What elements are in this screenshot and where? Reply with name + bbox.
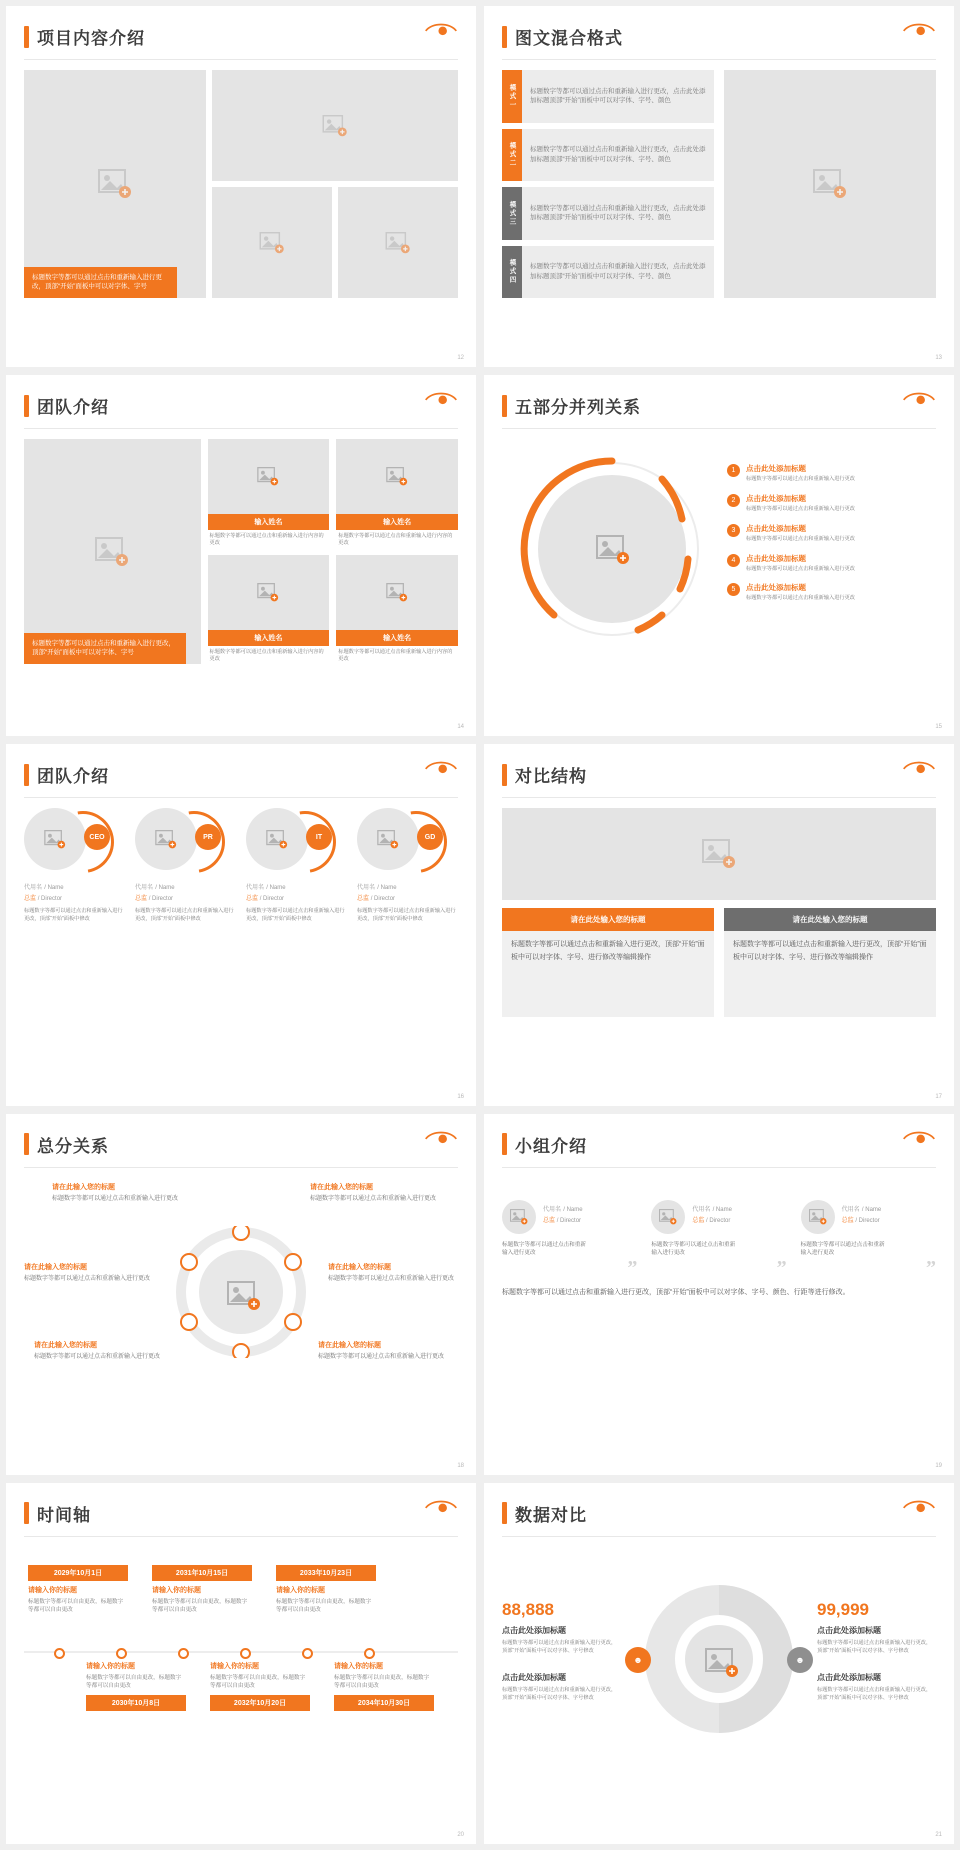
right-column	[817, 1600, 936, 1718]
column-header: 请在此处输入您的标题	[724, 908, 936, 931]
spoke-title: 请在此输入您的标题	[328, 1263, 391, 1271]
row-text-cell	[522, 187, 714, 240]
table-row[interactable]	[502, 246, 714, 299]
member-desc: 标题数字等都可以通过点击和重新输入进行内容的更改	[209, 648, 324, 663]
person-role	[135, 893, 236, 902]
person-role	[246, 893, 347, 902]
page-title	[502, 762, 936, 787]
spoke-desc: 标题数字等都可以通过点击和重新输入进行更改	[318, 1353, 445, 1360]
timeline-desc: 标题数字等都可以自由更改，标题数字等都可以自由更改	[86, 1674, 182, 1690]
left-column	[502, 1600, 621, 1718]
member-name: 输入姓名	[336, 630, 458, 646]
timeline-date: 2034年10月30日	[334, 1695, 434, 1711]
hub-spoke-diagram	[24, 1178, 458, 1406]
slide-17[interactable]	[484, 744, 954, 1105]
spoke-desc: 标题数字等都可以通过点击和重新输入进行更改	[52, 1195, 179, 1202]
member-name: 输入姓名	[336, 514, 458, 530]
avatar-placeholder[interactable]	[336, 555, 458, 629]
timeline-desc: 标题数字等都可以自由更改，标题数字等都可以自由更改	[28, 1598, 124, 1614]
title-text: 时间轴	[37, 1505, 91, 1525]
person-name-cn: 代用名	[357, 885, 376, 892]
person-name-cn: 代用名	[135, 885, 154, 892]
title-accent-bar	[24, 395, 29, 417]
team-card[interactable]	[208, 439, 330, 548]
row-text: 标题数字等都可以通过点击和重新输入进行更改，点击此处添加标题顶部“开始”面板中可以对字体、字号、颜色	[530, 146, 706, 163]
team-card[interactable]	[336, 555, 458, 664]
person-name-en: / Name	[155, 885, 175, 892]
person-card[interactable]	[357, 808, 458, 924]
person-avatar[interactable]	[135, 808, 221, 874]
person-desc: 标题数字等都可以通过点击和重新输入进行更改，顶部“开始”面板中修改	[24, 908, 123, 923]
title-text: 项目内容介绍	[37, 29, 145, 48]
timeline-title: 请输入你的标题	[86, 1662, 135, 1670]
item-title: 点击此处添加标题	[746, 583, 806, 593]
page-title	[24, 24, 458, 49]
legend-list	[727, 463, 942, 603]
list-item[interactable]	[727, 463, 942, 484]
person-role	[24, 893, 125, 902]
quote-mark-icon: ”	[776, 1256, 787, 1279]
title-divider	[24, 428, 458, 429]
timeline-title: 请输入你的标题	[28, 1586, 77, 1594]
member-head	[801, 1200, 936, 1234]
eye-logo-icon	[902, 758, 936, 778]
eye-logo-icon	[424, 20, 458, 40]
title-divider	[24, 797, 458, 798]
timeline-date: 2033年10月23日	[276, 1565, 376, 1581]
slide-18[interactable]	[6, 1114, 476, 1475]
item-desc: 标题数字等都可以通过点击和重新输入进行更改	[746, 565, 855, 572]
title-accent-bar	[24, 26, 29, 48]
title-text: 团队介绍	[37, 767, 109, 787]
member-name	[543, 1204, 583, 1213]
timeline-item-bottom[interactable]	[334, 1661, 434, 1711]
avatar-placeholder[interactable]	[208, 439, 330, 513]
member-name	[842, 1204, 882, 1213]
role-cn: 总监	[135, 896, 148, 903]
eye-logo-icon	[902, 1497, 936, 1517]
image-collage	[24, 70, 458, 298]
title-accent-bar	[24, 1133, 29, 1155]
spoke-block[interactable]	[52, 1182, 182, 1205]
role-cn: 总监	[246, 896, 259, 903]
page-number: 15	[935, 724, 942, 731]
donut-chart	[629, 1569, 809, 1749]
spoke-block[interactable]	[310, 1182, 440, 1205]
page-number: 16	[457, 1093, 464, 1100]
timeline-desc: 标题数字等都可以自由更改，标题数字等都可以自由更改	[210, 1674, 306, 1690]
page-number: 19	[935, 1462, 942, 1469]
people-grid	[24, 808, 458, 1023]
role-en: / Director	[706, 1217, 731, 1224]
title-accent-bar	[502, 1133, 507, 1155]
title-text: 五部分并列关系	[515, 398, 641, 418]
timeline-title: 请输入你的标题	[334, 1662, 383, 1670]
eye-logo-icon	[902, 1128, 936, 1148]
member-name-cn: 代用名	[692, 1206, 711, 1213]
role-badge: GD	[417, 824, 443, 850]
member-name-en: / Name	[563, 1206, 583, 1213]
member-role	[842, 1215, 882, 1224]
person-desc: 标题数字等都可以通过点击和重新输入进行更改，顶部“开始”面板中修改	[246, 908, 345, 923]
member-name: 输入姓名	[208, 514, 330, 530]
avatar-placeholder[interactable]	[336, 439, 458, 513]
title-divider	[502, 1536, 936, 1537]
title-divider	[502, 428, 936, 429]
role-badge: IT	[306, 824, 332, 850]
member-head	[651, 1200, 786, 1234]
spoke-title: 请在此输入您的标题	[34, 1341, 97, 1349]
page-title	[24, 762, 458, 787]
timeline-desc: 标题数字等都可以自由更改，标题数字等都可以自由更改	[276, 1598, 372, 1614]
list-item[interactable]	[727, 553, 942, 574]
compare-column-left[interactable]	[502, 908, 714, 1017]
item-title: 点击此处添加标题	[746, 464, 806, 474]
timeline-dot	[364, 1648, 375, 1659]
left-value: 88,888	[502, 1600, 554, 1620]
member-name-en: / Name	[712, 1206, 732, 1213]
timeline-item-top[interactable]	[276, 1565, 376, 1615]
spoke-block[interactable]	[318, 1340, 448, 1363]
title-text: 团队介绍	[37, 398, 109, 418]
right-section[interactable]	[817, 1625, 936, 1656]
title-accent-bar	[502, 395, 507, 417]
spoke-block[interactable]	[34, 1340, 164, 1363]
item-desc: 标题数字等都可以通过点击和重新输入进行更改	[746, 476, 855, 483]
left-section[interactable]	[502, 1625, 621, 1656]
item-title: 点击此处添加标题	[746, 553, 806, 563]
person-name-cn: 代用名	[246, 885, 265, 892]
row-text: 标题数字等都可以通过点击和重新输入进行更改，点击此处添加标题顶部“开始”面板中可以对字体、字号、颜色	[530, 263, 706, 280]
row-tag: 模式一	[502, 70, 522, 123]
table-row[interactable]	[502, 70, 714, 123]
section-desc: 标题数字等都可以通过点击和重新输入进行更改，顶部“开始”面板中可以对字体、字号修改	[817, 1686, 932, 1701]
title-divider	[24, 1536, 458, 1537]
spoke-title: 请在此输入您的标题	[24, 1263, 87, 1271]
timeline-desc: 标题数字等都可以自由更改，标题数字等都可以自由更改	[334, 1674, 430, 1690]
image-placeholder-wide[interactable]	[212, 70, 458, 181]
item-title: 点击此处添加标题	[746, 523, 806, 533]
section-title: 点击此处添加标题	[817, 1626, 881, 1636]
person-name	[24, 882, 125, 891]
page-title	[24, 1501, 458, 1526]
timeline-dot	[240, 1648, 251, 1659]
page-title	[502, 24, 936, 49]
role-cn: 总监	[841, 1217, 854, 1224]
title-text: 图文混合格式	[515, 29, 623, 48]
person-name-en: / Name	[44, 885, 64, 892]
row-text: 标题数字等都可以通过点击和重新输入进行更改，点击此处添加标题顶部“开始”面板中可以对字体、字号、颜色	[530, 87, 706, 105]
timeline-title: 请输入你的标题	[152, 1586, 201, 1594]
person-avatar[interactable]	[357, 808, 443, 874]
avatar-placeholder[interactable]	[651, 1200, 685, 1234]
item-desc: 标题数字等都可以通过点击和重新输入进行更改	[746, 535, 855, 542]
role-en: / Director	[370, 896, 396, 903]
slide-13[interactable]	[484, 6, 954, 367]
mixed-layout	[502, 70, 936, 298]
person-card[interactable]	[24, 808, 125, 924]
slide-12[interactable]	[6, 6, 476, 367]
role-cn: 总监	[692, 1217, 705, 1224]
member-role	[692, 1215, 732, 1224]
eye-logo-icon	[424, 1128, 458, 1148]
member-desc: 标题数字等都可以通过点击和重新输入进行内容的更改	[209, 532, 324, 547]
member-head	[502, 1200, 637, 1234]
timeline-title: 请输入你的标题	[276, 1586, 325, 1594]
title-accent-bar	[24, 764, 29, 786]
title-accent-bar	[24, 1502, 29, 1524]
person-avatar[interactable]	[24, 808, 110, 874]
page-number: 12	[457, 355, 464, 362]
page-number: 18	[457, 1462, 464, 1469]
timeline-dot	[116, 1648, 127, 1659]
role-en: / Director	[148, 896, 174, 903]
title-accent-bar	[502, 1502, 507, 1524]
timeline-date: 2030年10月8日	[86, 1695, 186, 1711]
avatar-placeholder[interactable]	[502, 1200, 536, 1234]
data-compare	[502, 1547, 936, 1772]
section-desc: 标题数字等都可以通过点击和重新输入进行更改，顶部“开始”面板中可以对字体、字号修改	[502, 1640, 617, 1654]
title-text: 对比结构	[515, 767, 587, 787]
timeline-item-top[interactable]	[152, 1565, 252, 1615]
member-name-en: / Name	[861, 1206, 882, 1213]
slide-14-caption: 标题数字等都可以通过点击和重新输入进行更改，顶部“开始”面板中可以对字体、字号	[24, 633, 186, 665]
member-desc: 标题数字等都可以通过点击和重新输入进行内容的更改	[338, 532, 453, 547]
member-desc: 标题数字等都可以通过点击和重新输入进行更改	[651, 1241, 736, 1257]
member-desc: 标题数字等都可以通过点击和重新输入进行更改	[502, 1241, 586, 1257]
role-cn: 总监	[543, 1217, 556, 1224]
timeline-date: 2031年10月15日	[152, 1565, 252, 1581]
role-en: / Director	[37, 896, 63, 903]
table-row[interactable]	[502, 187, 714, 240]
section-desc: 标题数字等都可以通过点击和重新输入进行更改，顶部“开始”面板中可以对字体、字号修改	[502, 1686, 617, 1701]
role-cn: 总监	[357, 896, 370, 903]
slide-14[interactable]	[6, 375, 476, 736]
image-placeholder-right[interactable]	[724, 70, 936, 298]
image-placeholder-3[interactable]	[338, 187, 458, 298]
slide-19[interactable]	[484, 1114, 954, 1475]
page-number: 13	[935, 355, 942, 362]
member-name	[692, 1204, 732, 1213]
row-text-cell	[522, 70, 714, 123]
ring-graphic	[512, 449, 712, 649]
right-section[interactable]	[817, 1672, 936, 1703]
page-title	[24, 1132, 458, 1157]
image-placeholder-2[interactable]	[212, 187, 332, 298]
person-name	[135, 882, 236, 891]
column-body: 标题数字等都可以通过点击和重新输入进行更改，顶部“开始”面板中可以对字体、字号、进行修改等编辑操作	[502, 931, 714, 1017]
page-title	[502, 1132, 936, 1157]
title-divider	[24, 1167, 458, 1168]
title-text: 数据对比	[515, 1505, 587, 1525]
page-number: 20	[457, 1832, 464, 1838]
member-block[interactable]	[502, 1200, 638, 1279]
table-row[interactable]	[502, 129, 714, 182]
row-text-cell	[522, 246, 714, 299]
image-placeholder-large[interactable]	[24, 70, 206, 298]
page-number: 17	[935, 1093, 942, 1100]
timeline-dot	[178, 1648, 189, 1659]
timeline-item-bottom[interactable]	[86, 1661, 186, 1711]
quote-mark-icon: ”	[925, 1256, 936, 1279]
title-text: 小组介绍	[515, 1136, 587, 1156]
eye-logo-icon	[902, 20, 936, 40]
list-item[interactable]	[727, 493, 942, 514]
row-text: 标题数字等都可以通过点击和重新输入进行更改，点击此处添加标题顶部“开始”面板中可以对字体、字号、颜色	[530, 204, 706, 222]
person-name-en: / Name	[377, 885, 397, 892]
role-en: / Director	[855, 1217, 880, 1224]
role-badge: PR	[195, 824, 221, 850]
page-number: 14	[457, 724, 464, 731]
person-icon-right: ☻	[787, 1647, 813, 1673]
spoke-title: 请在此输入您的标题	[318, 1341, 381, 1349]
person-name	[246, 882, 347, 891]
title-text: 总分关系	[37, 1136, 109, 1156]
spoke-desc: 标题数字等都可以通过点击和重新输入进行更改	[34, 1353, 161, 1360]
mode-row-list	[502, 70, 714, 298]
timeline-date: 2029年10月1日	[28, 1565, 128, 1581]
role-cn: 总监	[24, 896, 37, 903]
page-title	[502, 393, 936, 418]
title-divider	[502, 797, 936, 798]
timeline-item-top[interactable]	[28, 1565, 128, 1615]
row-tag: 模式三	[502, 187, 522, 240]
member-role	[543, 1215, 583, 1224]
role-badge: CEO	[84, 824, 110, 850]
spoke-block[interactable]	[24, 1262, 154, 1285]
member-block[interactable]	[800, 1200, 936, 1279]
team-card[interactable]	[336, 439, 458, 548]
row-tag: 模式四	[502, 246, 522, 299]
spoke-title: 请在此输入您的标题	[310, 1183, 373, 1191]
spoke-desc: 标题数字等都可以通过点击和重新输入进行更改	[310, 1195, 437, 1202]
slide-15[interactable]	[484, 375, 954, 736]
page-title	[502, 1501, 936, 1526]
member-desc: 标题数字等都可以通过点击和重新输入进行更改	[800, 1241, 885, 1257]
row-tag: 模式二	[502, 129, 522, 182]
title-divider	[502, 1167, 936, 1168]
slide-20[interactable]	[6, 1483, 476, 1844]
section-title: 点击此处添加标题	[502, 1672, 566, 1682]
list-item[interactable]	[727, 523, 942, 544]
section-title: 点击此处添加标题	[502, 1626, 566, 1636]
member-block[interactable]	[651, 1200, 787, 1279]
person-icon-left: ☻	[625, 1647, 651, 1673]
title-accent-bar	[502, 26, 507, 48]
member-name: 输入姓名	[208, 630, 330, 646]
team-grid	[24, 439, 458, 664]
timeline-item-bottom[interactable]	[210, 1661, 310, 1711]
person-name-cn: 代用名	[24, 885, 43, 892]
eye-logo-icon	[424, 758, 458, 778]
image-placeholder-large[interactable]	[24, 439, 201, 664]
slide-12-caption: 标题数字等都可以通过点击和重新输入进行更改，顶部“开始”面板中可以对字体、字号	[24, 267, 177, 299]
eye-logo-icon	[902, 389, 936, 409]
timeline-desc: 标题数字等都可以自由更改，标题数字等都可以自由更改	[152, 1598, 248, 1614]
timeline-date: 2032年10月20日	[210, 1695, 310, 1711]
avatar-placeholder[interactable]	[801, 1200, 835, 1234]
eye-logo-icon	[424, 389, 458, 409]
group-footer-text: 标题数字等都可以通过点击和重新输入进行更改，顶部“开始”面板中可以对字体、字号、颜色、行距等进行修改。	[502, 1288, 850, 1296]
member-name-cn: 代用名	[841, 1206, 860, 1213]
spoke-desc: 标题数字等都可以通过点击和重新输入进行更改	[24, 1275, 151, 1282]
page-title	[24, 393, 458, 418]
person-avatar[interactable]	[246, 808, 332, 874]
image-placeholder-top[interactable]	[502, 808, 936, 900]
role-en: / Director	[259, 896, 285, 903]
section-desc: 标题数字等都可以通过点击和重新输入进行更改，顶部“开始”面板中可以对字体、字号修改	[817, 1640, 932, 1654]
person-card[interactable]	[246, 808, 347, 924]
compare-columns	[502, 908, 936, 1017]
slide-21[interactable]	[484, 1483, 954, 1844]
timeline-dot	[54, 1648, 65, 1659]
title-divider	[502, 59, 936, 60]
list-item[interactable]	[727, 582, 942, 603]
person-name-en: / Name	[266, 885, 286, 892]
person-desc: 标题数字等都可以通过点击和重新输入进行更改，顶部“开始”面板中修改	[135, 908, 234, 923]
column-body: 标题数字等都可以通过点击和重新输入进行更改，顶部“开始”面板中可以对字体、字号、进行修改等编辑操作	[724, 931, 936, 1017]
column-header: 请在此处输入您的标题	[502, 908, 714, 931]
hub-graphic	[175, 1226, 307, 1358]
quote-mark-icon: ”	[627, 1256, 638, 1279]
role-en: / Director	[556, 1217, 582, 1224]
item-number: 2	[727, 494, 740, 507]
right-value: 99,999	[817, 1600, 869, 1620]
timeline-dot	[302, 1648, 313, 1659]
person-desc: 标题数字等都可以通过点击和重新输入进行更改，顶部“开始”面板中修改	[357, 908, 456, 923]
left-section[interactable]	[502, 1672, 621, 1703]
item-number: 1	[727, 464, 740, 477]
team-card[interactable]	[208, 555, 330, 664]
group-members	[502, 1200, 936, 1279]
item-desc: 标题数字等都可以通过点击和重新输入进行更改	[746, 505, 855, 512]
member-name-cn: 代用名	[543, 1206, 562, 1213]
row-text-cell	[522, 129, 714, 182]
spoke-desc: 标题数字等都可以通过点击和重新输入进行更改	[328, 1275, 455, 1282]
title-divider	[24, 59, 458, 60]
member-desc: 标题数字等都可以通过点击和重新输入进行内容的更改	[338, 648, 453, 663]
item-title: 点击此处添加标题	[746, 493, 806, 503]
section-title: 点击此处添加标题	[817, 1672, 881, 1682]
spoke-block[interactable]	[328, 1262, 458, 1285]
page-number: 21	[935, 1832, 942, 1838]
item-number: 5	[727, 583, 740, 596]
slide-16[interactable]	[6, 744, 476, 1105]
spoke-title: 请在此输入您的标题	[52, 1183, 115, 1191]
avatar-placeholder[interactable]	[208, 555, 330, 629]
item-number: 4	[727, 554, 740, 567]
person-name	[357, 882, 458, 891]
timeline-title: 请输入你的标题	[210, 1662, 259, 1670]
timeline	[24, 1547, 458, 1757]
item-desc: 标题数字等都可以通过点击和重新输入进行更改	[746, 595, 855, 602]
person-card[interactable]	[135, 808, 236, 924]
compare-column-right[interactable]	[724, 908, 936, 1017]
item-number: 3	[727, 524, 740, 537]
ring-diagram	[502, 439, 936, 667]
person-role	[357, 893, 458, 902]
eye-logo-icon	[424, 1497, 458, 1517]
title-accent-bar	[502, 764, 507, 786]
